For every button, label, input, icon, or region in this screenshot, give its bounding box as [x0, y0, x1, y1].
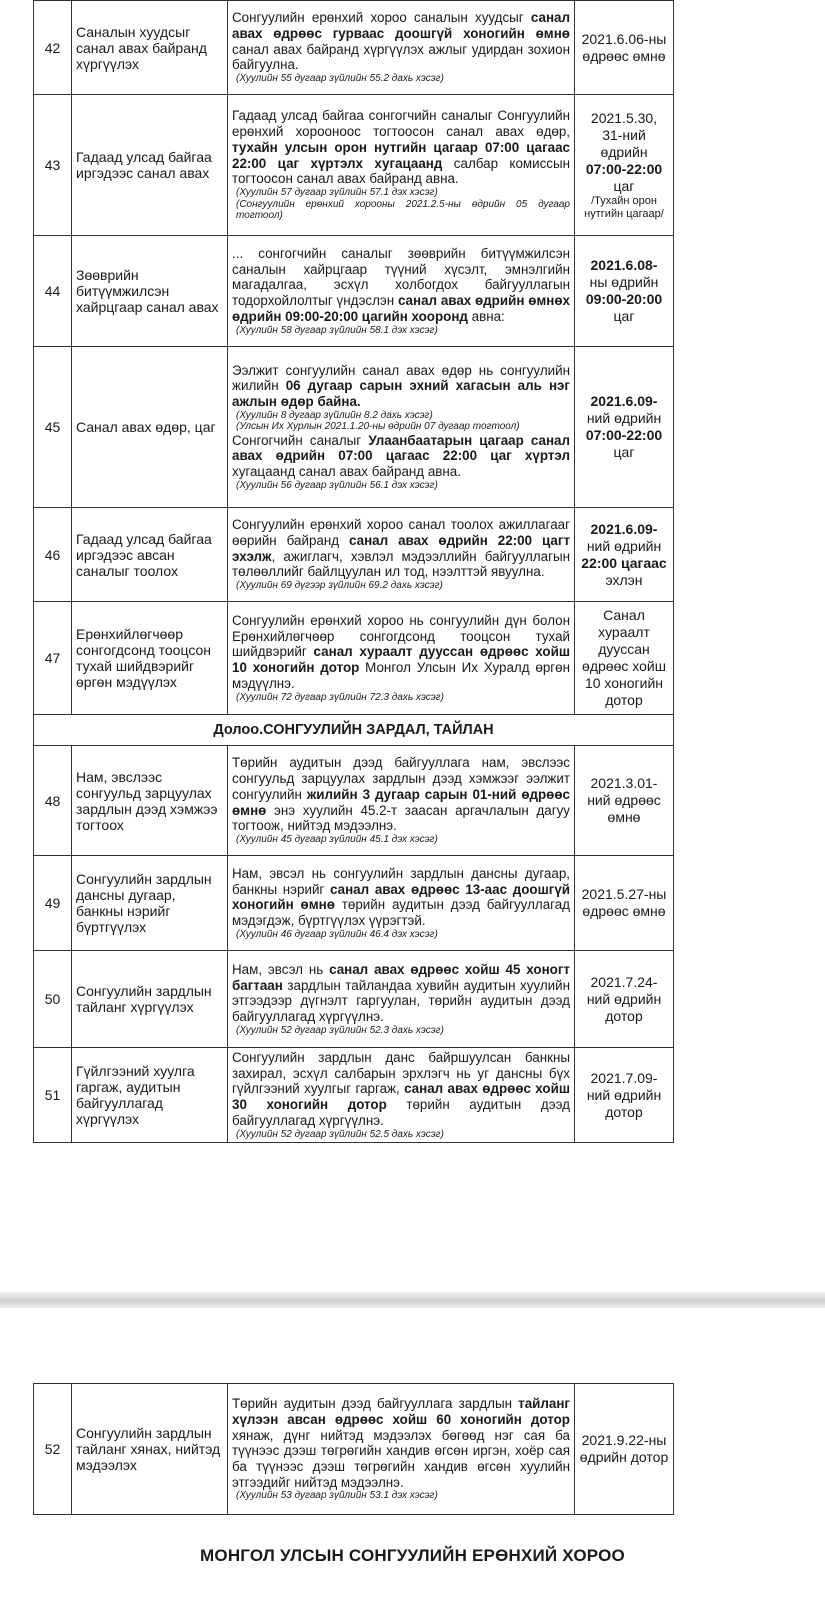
deadline-emphasis: 2021.6.09-	[590, 520, 658, 537]
highlighted-deadline: 06 дугаар сарын эхний хагасын аль нэг ажлын өдөр байна.	[232, 378, 571, 410]
row-deadline	[575, 1, 674, 95]
row-title: Саналын хуудсыг санал авах байранд хүргүүлэх	[72, 1, 228, 95]
deadline-text: Санал хураалт дууссан өдрөөс хойш 10 хоногийн дотор	[582, 607, 666, 708]
deadline-text: ний өдрийн	[586, 537, 662, 554]
description-text: төрийн аудитын дээд байгууллагад хүргүүлнэ.	[232, 1097, 570, 1128]
description-paragraph	[232, 108, 570, 187]
deadline-emphasis: 2021.6.08-	[590, 257, 658, 273]
table-row	[34, 95, 674, 236]
row-deadline	[575, 508, 674, 602]
deadline-emphasis: 07:00-22:00	[585, 160, 663, 177]
document-page-2	[0, 1308, 825, 1603]
row-title: Гадаад улсад байгаа иргэдээс санал авах	[72, 95, 228, 236]
description-text: Нам, эвсэл нь сонгуулийн зардлын дансны дугаар, банкны нэрийг	[232, 865, 570, 897]
row-number: 51	[34, 1048, 72, 1143]
row-deadline	[575, 347, 674, 508]
row-number: 47	[34, 602, 72, 715]
description-text: Гадаад улсад байгаа сонгогчийн саналыг Сонгуулийн ерөнхий хорооноос тогтоосон санал авах өдөр,	[232, 108, 570, 140]
highlighted-deadline: санал авах өдрөөс хойш 30 хоногийн дотор	[232, 1081, 570, 1113]
table-row	[34, 1048, 674, 1143]
row-number: 48	[34, 746, 72, 856]
row-description	[228, 1384, 575, 1515]
row-deadline	[575, 856, 674, 951]
row-description	[228, 347, 575, 508]
deadline-emphasis: 07:00-22:00	[585, 427, 663, 443]
description-paragraph	[232, 866, 570, 929]
description-text: ... сонгогчийн саналыг зөөврийн битүүмжилсэн саналын хайрцгаар түүний хүсэлт, эмнэлгийн магадалгаа, эсхүл холбогдох байгууллагын тодорхойлолтыг үндэслэн	[232, 245, 570, 309]
law-reference: (Хуулийн 55 дугаар зүйлийн 55.2 дахь хэсэг)	[236, 73, 444, 85]
deadline-text: цаг	[613, 177, 635, 194]
highlighted-deadline: санал авах өдрөөс хойш 45 хоногт багтаан	[232, 961, 570, 993]
table-row	[34, 1, 674, 95]
deadline-text: 2021.3.01-ний өдрөөс өмнө	[587, 775, 661, 825]
deadline-text: эхлэн	[605, 571, 643, 588]
row-description	[228, 746, 575, 856]
section-row	[34, 715, 674, 746]
description-text: Сонгуулийн ерөнхий хороо санал тоолох ажиллагааг өөрийн байранд	[232, 517, 570, 549]
schedule-table	[33, 0, 674, 1143]
law-reference: (Хуулийн 52 дугаар зүйлийн 52.5 дахь хэсэг)	[236, 1128, 444, 1140]
deadline-emphasis: 22:00 цагаас	[581, 554, 667, 571]
row-title: Нам, эвслээс сонгуульд зарцуулах зардлын дээд хэмжээ тогтоох	[72, 746, 228, 856]
law-reference: (Сонгуулийн ерөнхий хорооны 2021.2.5-ны өдрийн 05 дугаар тогтоол)	[236, 198, 570, 221]
law-reference: (Хуулийн 69 дүгээр зүйлийн 69.2 дахь хэсэг)	[236, 580, 443, 592]
law-reference: (Хуулийн 45 дугаар зүйлийн 45.1 дэх хэсэг)	[236, 834, 438, 845]
description-text: , ажиглагч, хэвлэл мэдээллийн байгууллагын төлөөллийг байлцуулан ил тод, нээлттэй явуулна.	[232, 548, 570, 580]
row-number: 52	[34, 1384, 72, 1515]
row-description	[228, 1048, 575, 1143]
row-deadline	[575, 1384, 674, 1515]
description-paragraph	[232, 962, 570, 1025]
row-deadline	[575, 746, 674, 856]
deadline-text: цаг	[613, 308, 635, 324]
description-text: Сонгуулийн зардлын данс байршуулсан банкны захирал, эсхүл салбарын эрхлэгч нь уг дансны бүх гүйлгээний хуулгыг гаргаж,	[232, 1050, 570, 1097]
deadline-text: /Тухайн орон нутгийн цагаар/	[584, 194, 664, 220]
description-paragraph	[232, 517, 570, 580]
highlighted-deadline: Улаанбаатарын цагаар санал авах өдрийн 07:00 цагаас 22:00 цаг хүртэл	[232, 432, 570, 464]
row-number: 45	[34, 347, 72, 508]
row-title: Сонгуулийн зардлын тайланг хүргүүлэх	[72, 951, 228, 1048]
deadline-emphasis: 2021.6.09-	[590, 393, 658, 409]
law-reference: (Хуулийн 72 дугаар зүйлийн 72.3 дахь хэсэг)	[236, 691, 444, 703]
table-row	[34, 347, 674, 508]
highlighted-deadline: тайланг хүлээн авсан өдрөөс хойш 60 хоногийн дотор	[232, 1396, 570, 1427]
row-title: Сонгуулийн зардлын дансны дугаар, банкны нэрийг бүртгүүлэх	[72, 856, 228, 951]
row-title: Ерөнхийлөгчөөр сонгогдсонд тооцсон тухай шийдвэрийг өргөн мэдүүлэх	[72, 602, 228, 715]
commission-footer: МОНГОЛ УЛСЫН СОНГУУЛИЙН ЕРӨНХИЙ ХОРОО	[200, 1546, 625, 1565]
law-reference: (Хуулийн 57 дугаар зүйлийн 57.1 дэх хэсэг)	[236, 187, 438, 198]
law-reference: (Хуулийн 46 дугаар зүйлийн 46.4 дэх хэсэг)	[236, 928, 438, 940]
table-row	[34, 951, 674, 1048]
deadline-text: 2021.5.30, 31-ний өдрийн	[590, 109, 658, 160]
description-paragraph	[232, 1396, 570, 1490]
description-text: Сонгуулийн ерөнхий хороо нь сонгуулийн дүн болон Ерөнхийлөгчөөр сонгогдсонд тооцсон тухай шийдвэрийг	[232, 612, 570, 660]
description-paragraph	[232, 755, 570, 834]
row-number: 43	[34, 95, 72, 236]
description-text: хянаж, дүнг нийтэд мэдээлэх бөгөөд нэг сая ба түүнээс дээш төгрөгийн хандив өгсөн иргэн, хоёр сая ба түүнээс дээш төгрөгийн хандив өгсөн хуулийн этгээдийг нийтэд мэдээлнэ.	[232, 1427, 570, 1490]
row-description	[228, 236, 575, 347]
table-row	[34, 1384, 674, 1515]
description-text: авна:	[467, 308, 505, 324]
deadline-text: ны өдрийн	[589, 274, 659, 290]
description-paragraph	[232, 613, 570, 692]
row-number: 44	[34, 236, 72, 347]
row-title: Сонгуулийн зардлын тайланг хянах, нийтэд мэдээлэх	[72, 1384, 228, 1515]
deadline-text: 2021.7.24-ний өдрийн дотор	[586, 973, 662, 1024]
description-text: Сонгуулийн ерөнхий хороо саналын хуудсыг	[232, 10, 531, 26]
deadline-text: ний өдрийн	[586, 410, 662, 426]
table-row	[34, 236, 674, 347]
row-number: 42	[34, 1, 72, 95]
description-paragraph	[232, 1050, 570, 1129]
row-description	[228, 951, 575, 1048]
description-text: Нам, эвсэл нь	[232, 961, 330, 977]
highlighted-deadline: тухайн улсын орон нутгийн цагаар 07:00 цагаас 22:00 цаг хүртэлх хугацаанд	[232, 139, 570, 171]
highlighted-deadline: санал авах өдрөөс 13-аас доошгүй хоногийн өмнө	[232, 881, 571, 913]
row-description	[228, 856, 575, 951]
highlighted-deadline: санал авах өдрийн өмнөх өдрийн 09:00-20:00 цагийн хооронд	[232, 293, 570, 324]
row-description	[228, 602, 575, 715]
description-paragraph	[232, 433, 570, 480]
page-break	[0, 1292, 825, 1308]
law-reference: (Хуулийн 52 дугаар зүйлийн 52.3 дахь хэсэг)	[236, 1024, 444, 1036]
row-description	[228, 95, 575, 236]
table-row	[34, 508, 674, 602]
law-reference: (Хуулийн 8 дугаар зүйлийн 8.2 дахь хэсэг)	[236, 409, 433, 421]
table-row	[34, 856, 674, 951]
highlighted-deadline: жилийн 3 дугаар сарын 01-ний өдрөөс өмнө	[232, 786, 570, 818]
law-reference: (Улсын Их Хурлын 2021.1.20-ны өдрийн 07 дугаар тогтоол)	[236, 421, 520, 433]
section-title: Долоо.СОНГУУЛИЙН ЗАРДАЛ, ТАЙЛАН	[34, 715, 674, 746]
row-number: 49	[34, 856, 72, 951]
row-deadline	[575, 1048, 674, 1143]
description-text: зардлын тайландаа хувийн аудитын хуулийн этгээдээр дүгнэлт гаргуулан, төрийн аудитын дээд байгууллагад хүргүүлнэ.	[232, 977, 570, 1024]
description-text: Ээлжит сонгуулийн санал авах өдөр нь сонгуулийн жилийн	[232, 362, 570, 394]
law-reference: (Хуулийн 56 дугаар зүйлийн 56.1 дэх хэсэг)	[236, 479, 438, 491]
row-deadline	[575, 95, 674, 236]
deadline-text: 2021.5.27-ны өдрөөс өмнө	[581, 886, 667, 919]
schedule-table-continued	[33, 1383, 674, 1515]
description-text: салбар комиссын тогтоосон санал авах байранд авна.	[232, 155, 570, 187]
row-title: Гүйлгээний хуулга гаргаж, аудитын байгууллагад хүргүүлэх	[72, 1048, 228, 1143]
law-reference: (Хуулийн 53 дугаар зүйлийн 53.1 дэх хэсэг)	[236, 1490, 438, 1502]
deadline-text: 2021.6.06-ны өдрөөс өмнө	[581, 30, 667, 64]
law-reference: (Хуулийн 58 дугаар зүйлийн 58.1 дэх хэсэг)	[236, 324, 438, 336]
deadline-text: 2021.9.22-ны өдрийн дотор	[579, 1432, 669, 1465]
row-deadline	[575, 951, 674, 1048]
deadline-text: 2021.7.09-ний өдрийн дотор	[586, 1069, 662, 1120]
description-paragraph	[232, 363, 570, 410]
description-text: санал авах байранд хүргүүлэх ажлыг удирдан зохион байгуулна.	[232, 41, 570, 73]
highlighted-deadline: санал авах өдрөөс гурваас доошгүй хоногийн өмнө	[232, 10, 570, 42]
row-title: Гадаад улсад байгаа иргэдээс авсан саналыг тоолох	[72, 508, 228, 602]
description-text: төрийн аудитын дээд байгууллагад мэдэгдэж, бүртгүүлэх үүрэгтэй.	[232, 897, 570, 928]
row-deadline	[575, 602, 674, 715]
description-text: хугацаанд санал авах байранд авна.	[232, 464, 461, 480]
row-description	[228, 508, 575, 602]
highlighted-deadline: санал хураалт дууссан өдрөөс хойш 10 хоногийн дотор	[232, 644, 570, 676]
table-row	[34, 602, 674, 715]
row-number: 50	[34, 951, 72, 1048]
row-title: Санал авах өдөр, цаг	[72, 347, 228, 508]
description-text: Төрийн аудитын дээд байгууллага зардлын	[232, 1396, 519, 1412]
row-description	[228, 1, 575, 95]
description-text: Төрийн аудитын дээд байгууллага нам, эвслээс сонгуульд зарцуулах зардлын дээд хэмжээг ээлжит сонгуулийн	[232, 755, 570, 802]
description-paragraph	[232, 246, 570, 325]
row-title: Зөөврийн битүүмжилсэн хайрцгаар санал авах	[72, 236, 228, 347]
description-text: энэ хуулийн 45.2-т заасан аргачлалын дагуу тогтоож, нийтэд мэдээлнэ.	[232, 802, 570, 834]
description-paragraph	[232, 10, 570, 73]
description-text: Сонгогчийн саналыг	[232, 432, 369, 448]
deadline-emphasis: 09:00-20:00	[585, 291, 663, 307]
deadline-text: цаг	[613, 444, 635, 460]
description-text: Монгол Улсын Их Хуралд өргөн мэдүүлнэ.	[232, 660, 570, 691]
highlighted-deadline: санал авах өдрийн 22:00 цагт эхэлж	[232, 533, 570, 564]
table-row	[34, 746, 674, 856]
row-number: 46	[34, 508, 72, 602]
row-deadline	[575, 236, 674, 347]
